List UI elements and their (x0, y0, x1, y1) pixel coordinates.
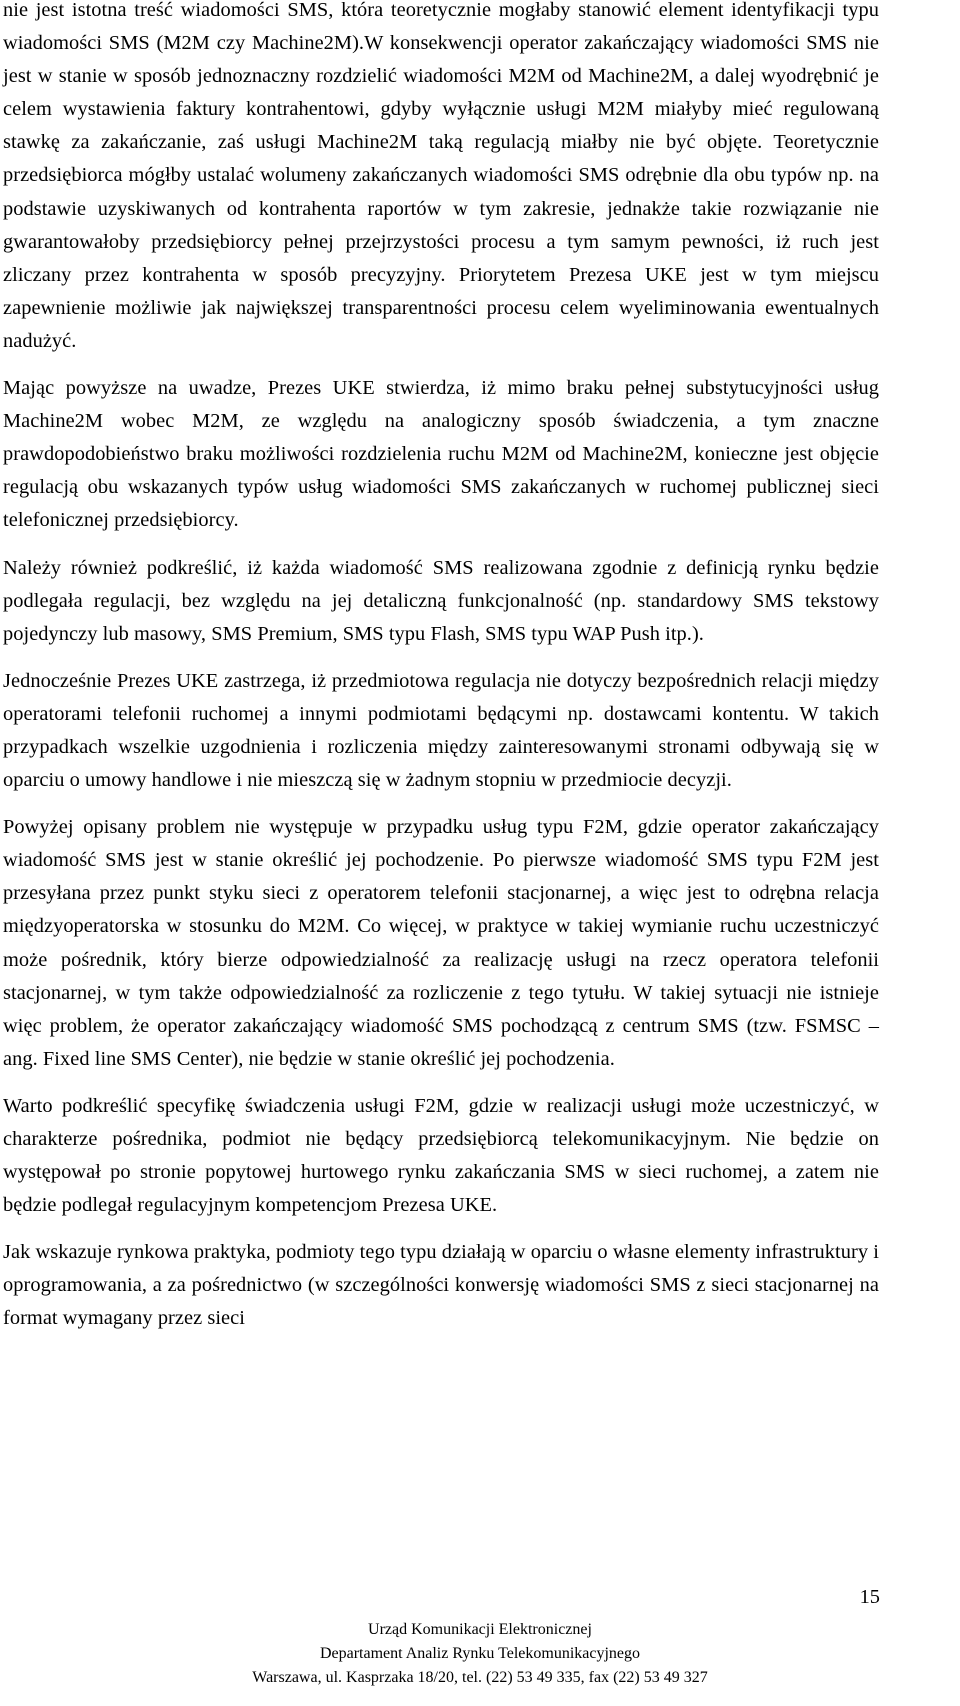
page-footer (0, 1618, 960, 1690)
page-number: 15 (859, 1586, 880, 1608)
footer-institution: Urząd Komunikacji Elektronicznej (368, 1621, 592, 1638)
paragraph-2: Mając powyższe na uwadze, Prezes UKE stwierdza, iż mimo braku pełnej substytucyjności usług Machine2M wobec M2M, ze względu na analogiczny sposób świadczenia, a tym znaczne prawdopodobieństwo braku możliwości rozdzielenia ruchu M2M od Machine2M, konieczne jest objęcie regulacją obu wskazanych typów usług wiadomości SMS zakańczanych w ruchomej publicznej sieci telefonicznej przedsiębiorcy. (3, 377, 879, 532)
footer-address: Warszawa, ul. Kasprzaka 18/20, tel. (22) 53 49 335, fax (22) 53 49 327 (252, 1669, 708, 1686)
paragraph-4: Jednocześnie Prezes UKE zastrzega, iż przedmiotowa regulacja nie dotyczy bezpośrednich relacji między operatorami telefonii ruchomej a innymi podmiotami będącymi np. dostawcami kontentu. W takich przypadkach wszelkie uzgodnienia i rozliczenia między zainteresowanymi stronami odbywają się w oparciu o umowy handlowe i nie mieszczą się w żadnym stopniu w przedmiocie decyzji. (3, 669, 879, 792)
paragraph-5: Powyżej opisany problem nie występuje w przypadku usług typu F2M, gdzie operator zakańczający wiadomość SMS jest w stanie określić jej pochodzenie. Po pierwsze wiadomość SMS typu F2M jest przesyłana przez punkt styku sieci z operatorem telefonii stacjonarnej, a więc jest to odrębna relacja międzyoperatorska w stosunku do M2M. Co więcej, w praktyce w takiej wymianie ruchu uczestniczyć może pośrednik, który bierze odpowiedzialność za realizację usługi na rzecz operatora telefonii stacjonarnej, w tym także odpowiedzialność za rozliczenie z tego tytułu. W takiej sytuacji nie istnieje więc problem, że operator zakańczający wiadomość SMS pochodzącą z centrum SMS (tzw. FSMSC – ang. Fixed line SMS Center), nie będzie w stanie określić jej pochodzenia. (3, 816, 879, 1070)
paragraph-6: Warto podkreślić specyfikę świadczenia usługi F2M, gdzie w realizacji usługi może uczestniczyć, w charakterze pośrednika, podmiot nie będący przedsiębiorcą telekomunikacyjnym. Nie będzie on występował po stronie popytowej hurtowego rynku zakańczania SMS w sieci ruchomej, a zatem nie będzie podlegał regulacyjnym kompetencjom Prezesa UKE. (3, 1094, 879, 1217)
paragraph-7: Jak wskazuje rynkowa praktyka, podmioty tego typu działają w oparciu o własne elementy infrastruktury i oprogramowania, a za pośrednictwo (w szczególności konwersję wiadomości SMS z sieci stacjonarnej na format wymagany przez sieci (3, 1241, 879, 1330)
paragraph-3: Należy również podkreślić, iż każda wiadomość SMS realizowana zgodnie z definicją rynku będzie podlegała regulacji, bez względu na jej detaliczną funkcjonalność (np. standardowy SMS tekstowy pojedynczy lub masowy, SMS Premium, SMS typu Flash, SMS typu WAP Push itp.). (3, 556, 879, 645)
footer-department: Departament Analiz Rynku Telekomunikacyjnego (319, 1645, 641, 1662)
paragraph-1: nie jest istotna treść wiadomości SMS, która teoretycznie mogłaby stanowić element identyfikacji typu wiadomości SMS (M2M czy Machine2M).W konsekwencji operator zakańczający wiadomości SMS nie jest w stanie w sposób jednoznaczny rozdzielić wiadomości M2M od Machine2M, a dalej wyodrębnić je celem wystawienia faktury kontrahentowi, gdyby wyłącznie usługi M2M miałyby mieć regulowaną stawkę za zakańczanie, zaś usługi Machine2M taką regulacją miałby nie być objęte. Teoretycznie przedsiębiorca mógłby ustalać wolumeny zakańczanych wiadomości SMS odrębnie dla obu typów np. na podstawie uzyskiwanych od kontrahenta raportów w tym zakresie, jednakże takie rozwiązanie nie gwarantowałoby przedsiębiorcy pełnej przejrzystości procesu a tym samym pewności, iż ruch jest zliczany przez kontrahenta w sposób precyzyjny. Priorytetem Prezesa UKE jest w tym miejscu zapewnienie możliwie jak największej transparentności procesu celem wyeliminowania ewentualnych nadużyć. (3, 0, 879, 352)
document-body (3, 0, 879, 1350)
